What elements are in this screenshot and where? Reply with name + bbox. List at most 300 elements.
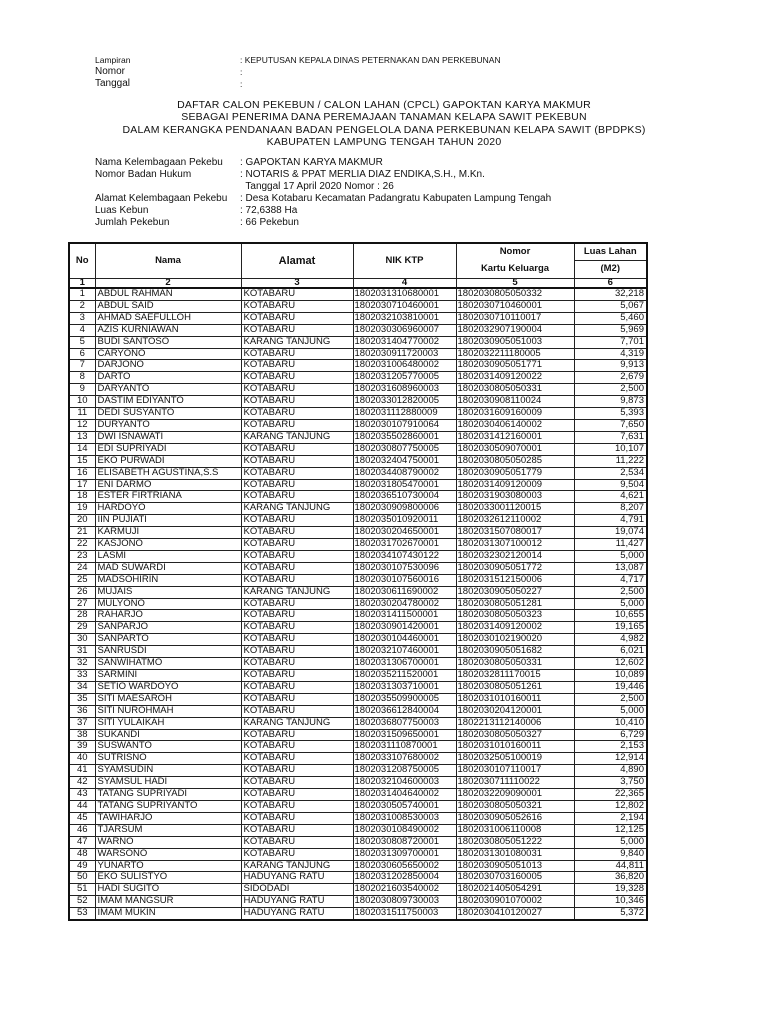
info-value: : Desa Kotabaru Kecamatan Padangratu Kabupaten Lampung Tengah [240,193,552,204]
cell-kk: 1802030905051003 [456,336,574,348]
cell-no: 2 [69,300,95,312]
cell-nama: HADI SUGITO [95,884,241,896]
cell-no: 33 [69,670,95,682]
cell-kk: 1802032612110002 [456,515,574,527]
cell-nik: 1802021603540002 [353,884,456,896]
cell-nama: SETIO WARDOYO [95,681,241,693]
cell-kk: 1802030905052616 [456,812,574,824]
cell-luas: 5,067 [574,300,647,312]
cell-kk: 1802030805051281 [456,598,574,610]
cell-alamat: KOTABARU [241,288,353,300]
info-value: : NOTARIS & PPAT MERLIA DIAZ ENDIKA,S.H., M.Kn. [240,169,485,180]
cell-alamat: KOTABARU [241,741,353,753]
cell-nama: IMAM MUKIN [95,908,241,920]
cpcl-table [68,242,648,921]
cell-luas: 19,074 [574,527,647,539]
cell-alamat: KOTABARU [241,515,353,527]
cell-luas: 4,890 [574,765,647,777]
table-row [69,455,647,467]
cell-alamat: HADUYANG RATU [241,908,353,920]
table-row [69,765,647,777]
cell-no: 30 [69,634,95,646]
table-row [69,634,647,646]
table-row [69,729,647,741]
cell-kk: 1802030905051772 [456,562,574,574]
cell-luas: 11,427 [574,539,647,551]
cell-alamat: KOTABARU [241,646,353,658]
cell-kk: 1802031006110008 [456,824,574,836]
cell-no: 10 [69,396,95,408]
header-kk-bottom: Kartu Keluarga [456,261,574,279]
info-row [95,169,551,181]
cell-no: 5 [69,336,95,348]
cell-nik: 1802031404770002 [353,336,456,348]
cell-nik: 1802031202850004 [353,872,456,884]
cell-luas: 4,621 [574,491,647,503]
cell-no: 38 [69,729,95,741]
cell-no: 34 [69,681,95,693]
title-line: KABUPATEN LAMPUNG TENGAH TAHUN 2020 [266,135,502,148]
table-row [69,717,647,729]
cell-no: 24 [69,562,95,574]
cell-nik: 1802031205770005 [353,372,456,384]
cell-no: 12 [69,419,95,431]
header-nik: NIK KTP [353,243,456,279]
cell-nama: YUNARTO [95,860,241,872]
cell-nama: KASJONO [95,539,241,551]
cell-alamat: KOTABARU [241,836,353,848]
cell-alamat: HADUYANG RATU [241,896,353,908]
lampiran-label: Lampiran [95,55,131,65]
cell-kk: 1802030204120001 [456,705,574,717]
cell-kk: 1802030905051013 [456,860,574,872]
cell-no: 37 [69,717,95,729]
tanggal-value: : [240,78,243,89]
info-row [95,217,551,229]
cell-nama: ESTER FIRTRIANA [95,491,241,503]
table-row [69,777,647,789]
cell-no: 40 [69,753,95,765]
cell-luas: 13,087 [574,562,647,574]
cell-no: 41 [69,765,95,777]
cell-alamat: KOTABARU [241,384,353,396]
lampiran-row [95,54,501,66]
cell-nik: 1802031006480002 [353,360,456,372]
header-alamat: Alamat [241,243,353,279]
cell-nik: 1802031112880009 [353,408,456,420]
cell-alamat: KARANG TANJUNG [241,586,353,598]
cell-nama: SANWIHATMO [95,658,241,670]
cell-alamat: KOTABARU [241,562,353,574]
cell-no: 23 [69,550,95,562]
info-value: : GAPOKTAN KARYA MAKMUR [240,157,383,168]
cell-alamat: KOTABARU [241,681,353,693]
cell-nik: 1802031411500001 [353,610,456,622]
cell-no: 47 [69,836,95,848]
cell-nik: 1802032107460001 [353,646,456,658]
cell-nama: SITI MAESAROH [95,693,241,705]
cell-alamat: KOTABARU [241,550,353,562]
cell-luas: 6,021 [574,646,647,658]
cell-luas: 7,650 [574,419,647,431]
cell-nik: 1802032104600003 [353,777,456,789]
cell-kk: 1802030509070001 [456,443,574,455]
cell-nama: TATANG SUPRIYADI [95,789,241,801]
cell-kk: 1802032505100019 [456,753,574,765]
col-number: 1 [69,279,95,289]
cell-kk: 1802031409120009 [456,479,574,491]
cell-no: 32 [69,658,95,670]
cell-kk: 1802030805050331 [456,384,574,396]
cell-luas: 5,969 [574,324,647,336]
table-row [69,824,647,836]
cell-no: 26 [69,586,95,598]
table-row [69,550,647,562]
cell-nama: ENI DARMO [95,479,241,491]
cell-alamat: KOTABARU [241,812,353,824]
cell-alamat: KOTABARU [241,789,353,801]
cell-alamat: KARANG TANJUNG [241,503,353,515]
cell-alamat: KOTABARU [241,824,353,836]
cell-luas: 19,328 [574,884,647,896]
cell-alamat: KOTABARU [241,765,353,777]
cell-luas: 10,410 [574,717,647,729]
cell-nik: 1802030710460001 [353,300,456,312]
cell-no: 13 [69,431,95,443]
cell-nama: DARJONO [95,360,241,372]
cell-no: 20 [69,515,95,527]
cell-alamat: KOTABARU [241,800,353,812]
cell-alamat: KOTABARU [241,598,353,610]
cell-luas: 9,504 [574,479,647,491]
cell-alamat: KOTABARU [241,574,353,586]
cell-nik: 1802030807750005 [353,443,456,455]
cell-nik: 1802031509650001 [353,729,456,741]
cell-nik: 1802030605650002 [353,860,456,872]
table-row [69,324,647,336]
col-number: 4 [353,279,456,289]
cell-kk: 1802030107110017 [456,765,574,777]
cell-no: 36 [69,705,95,717]
cell-nik: 1802031309700001 [353,848,456,860]
cell-alamat: KOTABARU [241,467,353,479]
table-row [69,753,647,765]
cell-kk: 1802031512150006 [456,574,574,586]
cell-kk: 1802030703160005 [456,872,574,884]
table-row [69,884,647,896]
cell-nik: 1802036612840004 [353,705,456,717]
cell-nik: 1802030107530096 [353,562,456,574]
table-row [69,408,647,420]
cell-nik: 1802030901420001 [353,622,456,634]
cell-nik: 1802032404750001 [353,455,456,467]
cell-no: 48 [69,848,95,860]
title-line: DALAM KERANGKA PENDANAAN BADAN PENGELOLA DANA PERKEBUNAN KELAPA SAWIT (BPDPKS) [122,123,646,136]
cell-luas: 9,840 [574,848,647,860]
cell-nama: TJARSUM [95,824,241,836]
cell-no: 31 [69,646,95,658]
table-row [69,562,647,574]
cell-nama: SUSWANTO [95,741,241,753]
info-value: Tanggal 17 April 2020 Nomor : 26 [240,181,394,192]
cell-alamat: KOTABARU [241,408,353,420]
cell-luas: 4,982 [574,634,647,646]
table-row [69,896,647,908]
cell-luas: 2,500 [574,586,647,598]
cell-no: 52 [69,896,95,908]
cell-kk: 1802030711110022 [456,777,574,789]
cell-nama: SANPARJO [95,622,241,634]
cell-nama: SITI YULAIKAH [95,717,241,729]
cell-kk: 1802032811170015 [456,670,574,682]
header-nama: Nama [95,243,241,279]
cell-nama: AZIS KURNIAWAN [95,324,241,336]
table-row [69,348,647,360]
info-label: Nama Kelembagaan Pekebu [95,157,223,168]
cell-kk: 1802032211180005 [456,348,574,360]
cell-no: 7 [69,360,95,372]
cell-kk: 1802030102190020 [456,634,574,646]
cell-luas: 19,165 [574,622,647,634]
header-kk-top: Nomor [456,243,574,261]
cell-alamat: KOTABARU [241,610,353,622]
cell-luas: 22,365 [574,789,647,801]
cell-luas: 10,655 [574,610,647,622]
cell-alamat: KOTABARU [241,360,353,372]
cell-alamat: KOTABARU [241,777,353,789]
cell-kk: 1802030905051771 [456,360,574,372]
cell-no: 45 [69,812,95,824]
cell-nik: 1802031404640002 [353,789,456,801]
cell-luas: 2,534 [574,467,647,479]
cell-nama: MADSOHIRIN [95,574,241,586]
cell-no: 16 [69,467,95,479]
cell-nama: SYAMSUL HADI [95,777,241,789]
cell-no: 15 [69,455,95,467]
info-row [95,205,551,217]
cell-kk: 1802030908110024 [456,396,574,408]
cell-nama: SANPARTO [95,634,241,646]
cell-alamat: KARANG TANJUNG [241,717,353,729]
cell-luas: 11,222 [574,455,647,467]
cell-nama: IMAM MANGSUR [95,896,241,908]
lampiran-value: : KEPUTUSAN KEPALA DINAS PETERNAKAN DAN PERKEBUNAN [240,55,501,65]
cell-nik: 1802031306700001 [353,658,456,670]
cell-no: 39 [69,741,95,753]
cell-alamat: KOTABARU [241,658,353,670]
cell-alamat: KOTABARU [241,622,353,634]
table-row [69,336,647,348]
cell-luas: 2,500 [574,693,647,705]
cell-kk: 1802033001120015 [456,503,574,515]
cell-nik: 1802036510730004 [353,491,456,503]
info-row [95,193,551,205]
table-row [69,574,647,586]
cell-alamat: KOTABARU [241,300,353,312]
cell-kk: 1802030901070002 [456,896,574,908]
institution-info [95,157,551,229]
cell-kk: 1802031507080017 [456,527,574,539]
cell-nik: 1802036807750003 [353,717,456,729]
cell-alamat: KOTABARU [241,348,353,360]
cell-nik: 1802035509900005 [353,693,456,705]
table-row [69,479,647,491]
table-row [69,372,647,384]
cell-alamat: KOTABARU [241,705,353,717]
cell-nik: 1802031008530003 [353,812,456,824]
cell-luas: 10,107 [574,443,647,455]
cell-no: 27 [69,598,95,610]
cell-nik: 1802030204650001 [353,527,456,539]
cell-nik: 1802031303710001 [353,681,456,693]
cell-nama: ELISABETH AGUSTINA,S.S [95,467,241,479]
cell-luas: 5,460 [574,312,647,324]
table-row [69,836,647,848]
cell-nik: 1802031110870001 [353,741,456,753]
table-row [69,443,647,455]
cell-kk: 1802031609160009 [456,408,574,420]
cell-kk: 1802030406140002 [456,419,574,431]
table-row [69,431,647,443]
table-row [69,800,647,812]
cell-no: 8 [69,372,95,384]
cell-luas: 4,791 [574,515,647,527]
cell-nama: SYAMSUDIN [95,765,241,777]
cell-luas: 12,125 [574,824,647,836]
cell-kk: 1802030710110017 [456,312,574,324]
cell-nik: 1802031805470001 [353,479,456,491]
cell-luas: 10,089 [574,670,647,682]
cell-luas: 9,913 [574,360,647,372]
cell-alamat: KOTABARU [241,634,353,646]
cell-nik: 1802030107560016 [353,574,456,586]
cell-nama: DURYANTO [95,419,241,431]
cell-luas: 9,873 [574,396,647,408]
info-value: : 72,6388 Ha [240,205,298,216]
table-row [69,670,647,682]
cell-no: 1 [69,288,95,300]
cell-alamat: KOTABARU [241,670,353,682]
table-row [69,312,647,324]
cell-no: 35 [69,693,95,705]
cell-alamat: KOTABARU [241,312,353,324]
cell-nama: MAD SUWARDI [95,562,241,574]
cell-alamat: KOTABARU [241,372,353,384]
cell-nama: CARYONO [95,348,241,360]
cell-nik: 1802033012820005 [353,396,456,408]
cell-nama: DARTO [95,372,241,384]
cell-nik: 1802030611690002 [353,586,456,598]
cell-luas: 5,393 [574,408,647,420]
table-row [69,515,647,527]
table-row [69,681,647,693]
cell-no: 3 [69,312,95,324]
cell-kk: 1802030805050331 [456,658,574,670]
table-row [69,741,647,753]
title-line: DAFTAR CALON PEKEBUN / CALON LAHAN (CPCL) GAPOKTAN KARYA MAKMUR [177,99,591,111]
cell-nama: WARSONO [95,848,241,860]
cell-nik: 1802030306960007 [353,324,456,336]
cell-nik: 1802031511750003 [353,908,456,920]
attachment-header [95,54,501,89]
cell-luas: 4,717 [574,574,647,586]
cell-no: 42 [69,777,95,789]
cell-kk: 1802031301080031 [456,848,574,860]
table-row [69,598,647,610]
cell-luas: 44,811 [574,860,647,872]
cell-alamat: KOTABARU [241,527,353,539]
cell-nama: DASTIM EDIYANTO [95,396,241,408]
cell-kk: 1802030805050327 [456,729,574,741]
cell-no: 28 [69,610,95,622]
cell-no: 43 [69,789,95,801]
cell-nama: SUKANDI [95,729,241,741]
table-row [69,860,647,872]
nomor-label: Nomor [95,65,126,77]
info-label: Alamat Kelembagaan Pekebu [95,193,228,204]
cell-luas: 2,679 [574,372,647,384]
cell-nama: DARYANTO [95,384,241,396]
cell-alamat: KOTABARU [241,455,353,467]
info-value: : 66 Pekebun [240,217,299,228]
cell-alamat: KOTABARU [241,443,353,455]
cell-kk: 1802030805050332 [456,288,574,300]
header-luas-top: Luas Lahan [574,243,647,261]
cell-kk: 1802032209090001 [456,789,574,801]
cell-no: 29 [69,622,95,634]
cell-luas: 5,372 [574,908,647,920]
cell-luas: 5,000 [574,705,647,717]
table-row [69,288,647,300]
table-row [69,646,647,658]
cell-kk: 1802031409120022 [456,372,574,384]
cell-kk: 1802030805051261 [456,681,574,693]
cell-luas: 6,729 [574,729,647,741]
cell-nama: AHMAD SAEFULLOH [95,312,241,324]
table-row [69,384,647,396]
cell-alamat: SIDODADI [241,884,353,896]
table-row [69,610,647,622]
table-row [69,527,647,539]
cell-nik: 1802035502860001 [353,431,456,443]
cell-no: 25 [69,574,95,586]
cell-no: 49 [69,860,95,872]
cell-alamat: KOTABARU [241,419,353,431]
cell-kk: 1802031010160011 [456,693,574,705]
cell-kk: 1802031409120002 [456,622,574,634]
info-label [95,181,240,193]
cell-nik: 1802030104460001 [353,634,456,646]
cell-luas: 2,194 [574,812,647,824]
cell-nama: IIN PUJIATI [95,515,241,527]
cell-luas: 5,000 [574,550,647,562]
cell-alamat: KOTABARU [241,479,353,491]
cell-nama: BUDI SANTOSO [95,336,241,348]
cell-no: 21 [69,527,95,539]
table-row [69,812,647,824]
cell-kk: 1802031010160011 [456,741,574,753]
cell-no: 22 [69,539,95,551]
cell-kk: 1802030805050321 [456,800,574,812]
table-row [69,705,647,717]
cell-alamat: KOTABARU [241,539,353,551]
cell-luas: 12,914 [574,753,647,765]
cell-kk: 1802031412160001 [456,431,574,443]
info-row [95,157,551,169]
table-row [69,789,647,801]
table-row [69,503,647,515]
cell-alamat: KARANG TANJUNG [241,860,353,872]
